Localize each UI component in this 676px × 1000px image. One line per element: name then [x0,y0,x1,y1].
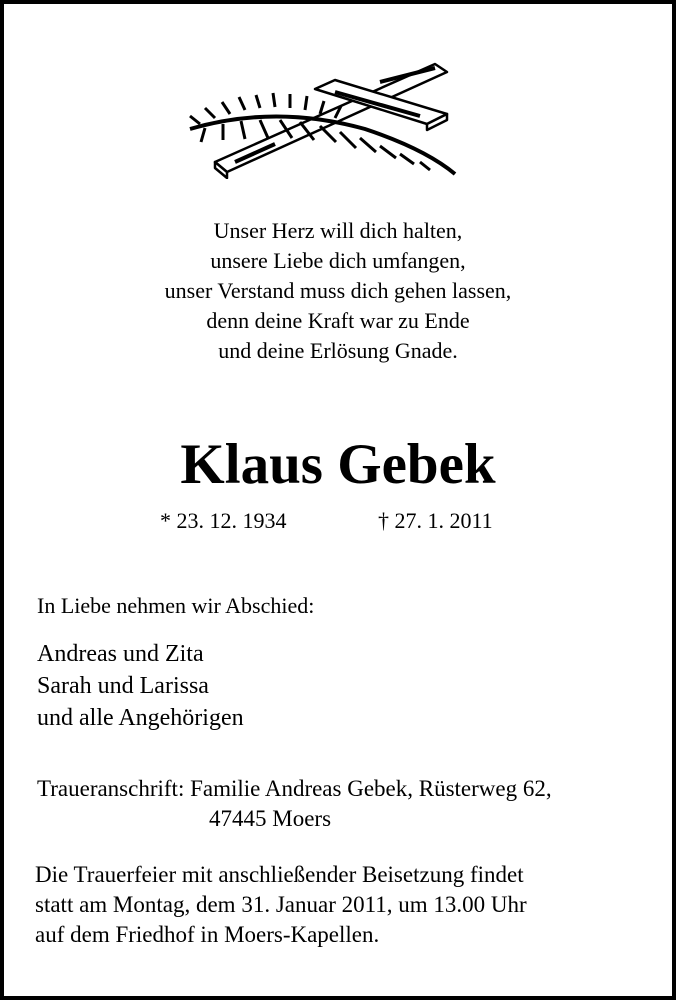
ceremony-line: Die Trauerfeier mit anschließender Beisetzung findet [35,862,524,887]
birth-date: * 23. 12. 1934 [160,508,287,533]
ceremony-info [35,860,527,950]
farewell-lead: In Liebe nehmen wir Abschied: [37,593,315,618]
address-city: 47445 Moers [209,806,332,831]
poem-line: und deine Erlösung Gnade. [218,338,458,363]
poem-line: Unser Herz will dich halten, [213,218,463,243]
ceremony-line: statt am Montag, dem 31. Januar 2011, um 13.00 Uhr [35,892,527,917]
mourning-address [37,774,552,834]
mourner: und alle Angehörigen [37,705,244,731]
deceased-name: Klaus Gebek [180,433,496,496]
cross-palm-icon [185,44,480,179]
poem [0,216,676,366]
poem-line: unser Verstand muss dich gehen lassen, [164,278,512,303]
ceremony-line: auf dem Friedhof in Moers-Kapellen. [35,922,380,947]
mourner: Sarah und Larissa [37,673,209,699]
mourner: Andreas und Zita [37,641,204,667]
mourners-list [37,638,244,734]
poem-line: denn deine Kraft war zu Ende [206,308,470,333]
address-line: Traueranschrift: Familie Andreas Gebek, Rüsterweg 62, [37,776,552,801]
death-date: † 27. 1. 2011 [378,508,493,533]
poem-line: unsere Liebe dich umfangen, [210,248,466,273]
